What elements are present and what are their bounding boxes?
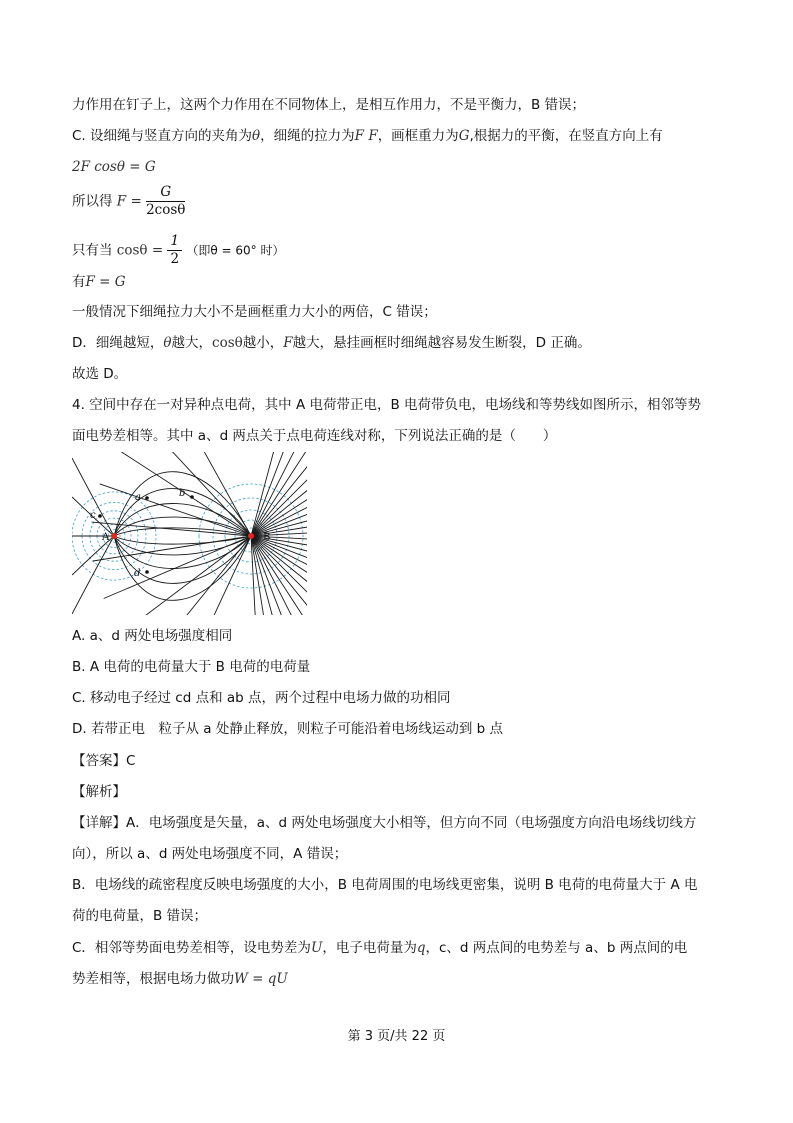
point-c-dot <box>98 514 102 518</box>
label-a: a <box>135 492 141 503</box>
label-d: d <box>134 568 141 579</box>
detail-text: 向），所以 a、d 两处电场强度不同，A 错误； <box>72 846 348 862</box>
field-line <box>251 536 307 615</box>
answer-label: 【答案】C <box>72 753 136 769</box>
text-line <box>72 334 591 352</box>
equation-line <box>72 233 284 268</box>
label-b: b <box>179 488 186 499</box>
fraction-numerator: G <box>146 184 185 202</box>
label-c: c <box>90 510 96 521</box>
field-line <box>251 536 307 615</box>
fraction-numerator: 1 <box>167 233 182 251</box>
field-line <box>114 536 251 544</box>
field-line <box>93 536 251 561</box>
math-F: F = <box>116 193 142 210</box>
text-span: 越大， <box>171 335 213 351</box>
detail-text: 【详解】A．电场强度是矢量，a、d 两处电场强度大小相等，但方向不同（电场强度方向沿电场线切线方 <box>72 815 697 831</box>
text-span: 越小， <box>242 335 284 351</box>
math-U: U <box>310 940 323 956</box>
label-B: B <box>263 532 271 543</box>
detail-text: B．电场线的疏密程度反映电场强度的大小，B 电荷周围的电场线更密集，说明 B 电荷的电荷量大于 A 电 <box>72 877 698 893</box>
equation <box>72 158 156 176</box>
option-A: A. a、d 两处电场强度相同 <box>72 628 233 644</box>
math-G: G <box>458 128 470 144</box>
field-line <box>114 536 251 568</box>
math-theta: θ <box>163 335 172 351</box>
text-span: 所以得 <box>72 193 113 210</box>
math-theta: θ <box>252 128 261 144</box>
option-D: D. 若带正电 粒子从 a 处静止释放，则粒子可能沿着电场线运动到 b 点 <box>72 721 503 737</box>
page-footer: 第 3 页/共 22 页 <box>347 1029 446 1044</box>
field-line <box>251 536 307 615</box>
charge-A <box>111 533 117 539</box>
fraction-denominator: 2 <box>170 251 180 267</box>
math-q: q <box>416 940 426 956</box>
question-text: 面电势差相等。其中 a、d 两点关于点电荷连线对称，下列说法正确的是（ ） <box>72 428 557 444</box>
point-d-dot <box>145 570 149 574</box>
text-line: 力作用在钉子上，这两个力作用在不同物体上，是相互作用力，不是平衡力，B 错误； <box>72 97 586 113</box>
math-F: F F <box>354 128 378 144</box>
detail-text: 荷的电荷量，B 错误； <box>72 908 208 924</box>
text-span: D．细绳越短， <box>72 335 164 351</box>
text-span: 只有当 <box>72 242 113 259</box>
text-span: C. 设细绳与竖直方向的夹角为 <box>72 128 253 144</box>
text-span: ,根据力的平衡，在竖直方向上有 <box>469 128 663 144</box>
text-span: ，电子电荷量为 <box>322 940 417 956</box>
fraction <box>146 184 185 219</box>
text-span: ，c、d 两点间的电势差与 a、b 两点间的电 <box>425 940 688 956</box>
note: （即θ = 60° 时） <box>186 243 285 258</box>
field-line <box>123 536 251 615</box>
math-F: F <box>283 335 293 351</box>
text-line <box>72 127 663 145</box>
electric-field-figure <box>72 452 307 615</box>
text-span: 势差相等，根据电场力做功 <box>72 971 234 987</box>
text-span: ，画框重力为 <box>377 128 459 144</box>
field-line <box>72 536 114 614</box>
analysis-label: 【解析】 <box>72 784 126 800</box>
detail-text <box>72 939 687 957</box>
text-span: 越大，悬挂画框时细绳越容易发生断裂，D 正确。 <box>292 335 591 351</box>
math-eq: W = qU <box>234 971 288 987</box>
option-C: C. 移动电子经过 cd 点和 ab 点，两个过程中电场力做的功相同 <box>72 690 451 706</box>
math-cos: cosθ <box>212 335 243 351</box>
field-line <box>251 536 307 615</box>
point-b-dot <box>190 495 194 499</box>
text-span: 有 <box>72 274 86 290</box>
charge-B <box>248 533 254 539</box>
math-cos: cosθ = <box>116 242 164 259</box>
question-text: 4. 空间中存在一对异种点电荷，其中 A 电荷带正电，B 电荷带负电，电场线和等势线如图所示，相邻等势 <box>72 397 702 413</box>
detail-text <box>72 970 288 988</box>
field-line <box>251 536 307 615</box>
fraction <box>167 233 182 268</box>
equation-line <box>72 273 126 291</box>
label-A: A <box>102 532 110 543</box>
math-eq: F = G <box>85 274 126 290</box>
math-eq: 2F cosθ = G <box>72 159 156 175</box>
option-B: B. A 电荷的电荷量大于 B 电荷的电荷量 <box>72 659 311 675</box>
field-line <box>251 536 307 615</box>
equation-line <box>72 184 185 219</box>
fraction-denominator: 2cosθ <box>146 202 186 218</box>
point-a-dot <box>145 496 149 500</box>
field-line <box>251 536 307 615</box>
text-span: C．相邻等势面电势差相等，设电势差为 <box>72 940 311 956</box>
text-line: 故选 D。 <box>72 366 128 382</box>
text-line: 一般情况下细绳拉力大小不是画框重力大小的两倍，C 错误； <box>72 304 437 320</box>
text-span: ，细绳的拉力为 <box>260 128 355 144</box>
